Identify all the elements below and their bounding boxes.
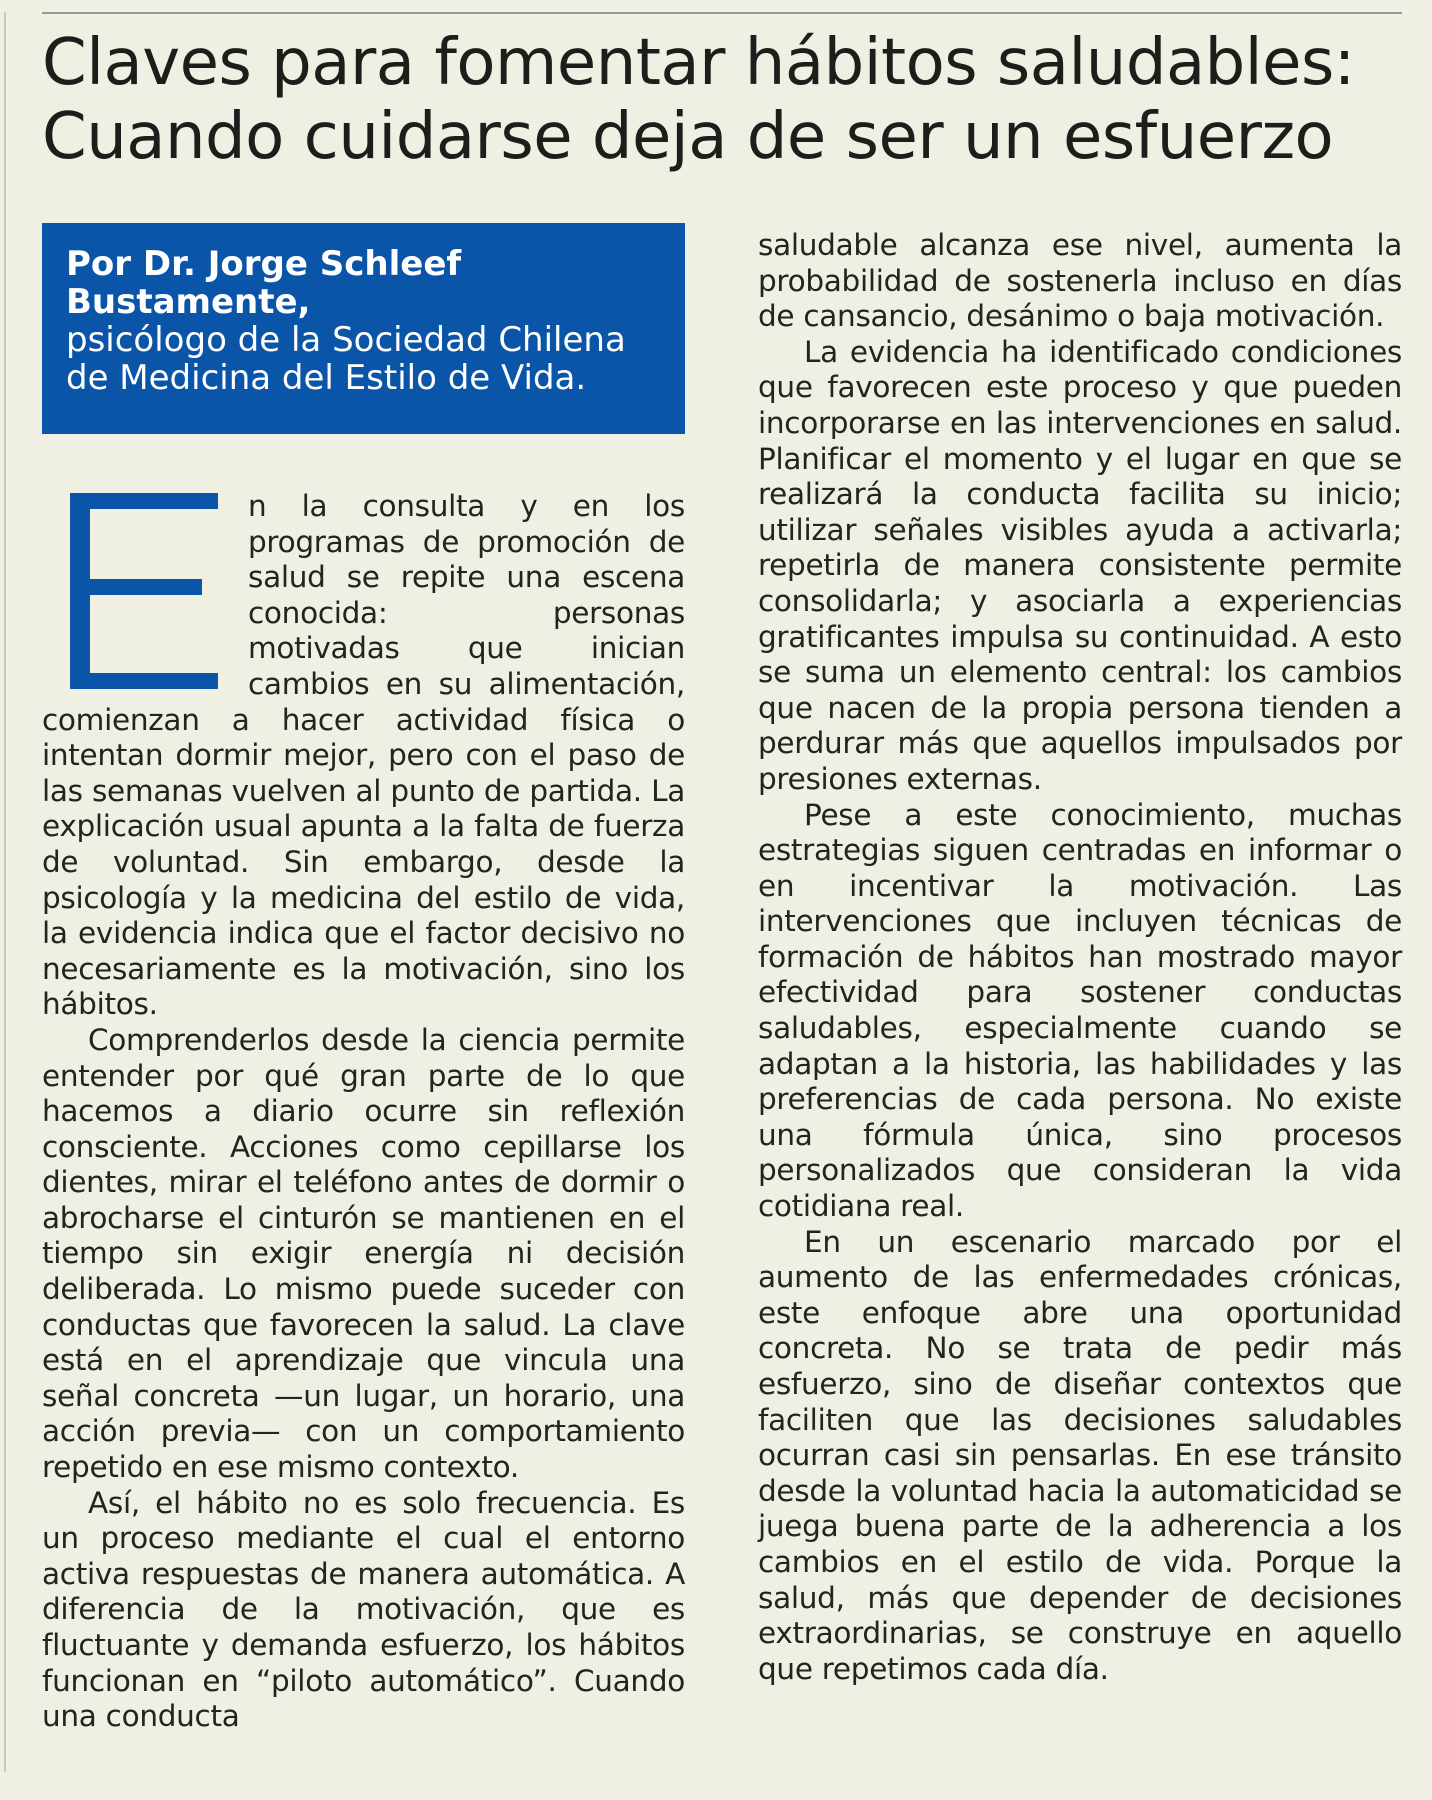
author-role-line-2: de Medicina del Estilo de Vida.	[66, 358, 587, 398]
article-column-right	[758, 228, 1402, 1687]
drop-cap	[70, 493, 230, 693]
paragraph-right-4: En un escenario marcado por el aumento de las enfermedades crónicas, este enfoque abre una oportunidad concreta. No se trata de pedir más esfuerzo, sino de diseñar contextos que faciliten que las decisiones saludables ocurran casi sin pensarlas. En ese tránsito desde la voluntad hacia la automaticidad se juega buena parte de la adherencia a los cambios en el estilo de vida. Porque la salud, más que depender de decisiones extraordinarias, se construye en aquello que repetimos cada día.	[758, 1224, 1402, 1686]
paragraph-left-2: Comprenderlos desde la ciencia permite entender por qué gran parte de lo que hacemos a diario ocurre sin reflexión consciente. Acciones como cepillarse los dientes, mirar el teléfono antes de dormir o abrocharse el cinturón se mantienen en el tiempo sin exigir energía ni decisión deliberada. Lo mismo puede suceder con conductas que favorecen la salud. La clave está en el aprendizaje que vincula una señal concreta —un lugar, un horario, una acción previa— con un comportamiento repetido en ese mismo contexto.	[42, 1022, 685, 1485]
headline-line-1: Claves para fomentar hábitos saludables:	[42, 26, 1355, 100]
paragraph-right-1: saludable alcanza ese nivel, aumenta la probabilidad de sostenerla incluso en días de cansancio, desánimo o baja motivación.	[758, 228, 1402, 334]
byline-box	[42, 223, 685, 434]
article-headline	[42, 26, 1412, 174]
drop-cap-e-glyph	[70, 493, 218, 691]
top-rule	[42, 12, 1402, 14]
author-role-line-1: psicólogo de la Sociedad Chilena	[66, 320, 626, 360]
left-edge-rule	[4, 12, 6, 1772]
author-name-line-1: Por Dr. Jorge Schleef	[66, 244, 462, 284]
author-name-line-2: Bustamente,	[66, 282, 311, 322]
paragraph-right-2: La evidencia ha identificado condiciones que favorecen este proceso y que pueden incorporarse en las intervenciones en salud. Planificar el momento y el lugar en que se realizará la conducta facilita su inicio; utilizar señales visibles ayuda a activarla; repetirla de manera consistente permite consolidarla; y asociarla a experiencias gratificantes impulsa su continuidad. A esto se suma un elemento central: los cambios que nacen de la propia persona tienden a perdurar más que aquellos impulsados por presiones externas.	[758, 334, 1402, 796]
paragraph-left-1: n la consulta y en los programas de promoción de salud se repite una escena conocida: personas motivadas que inician cambios en su alimentación, comienzan a hacer actividad física o intentan dormir mejor, pero con el paso de las semanas vuelven al punto de partida. La explicación usual apunta a la falta de fuerza de voluntad. Sin embargo, desde la psicología y la medicina del estilo de vida, la evidencia indica que el factor decisivo no necesariamente es la motivación, sino los hábitos.	[42, 489, 685, 1022]
paragraph-left-3: Así, el hábito no es solo frecuencia. Es un proceso mediante el cual el entorno activa respuestas de manera automática. A diferencia de la motivación, que es fluctuante y demanda esfuerzo, los hábitos funcionan en “piloto automático”. Cuando una conducta	[42, 1485, 685, 1734]
paragraph-right-3: Pese a este conocimiento, muchas estrategias siguen centradas en informar o en incentivar la motivación. Las intervenciones que incluyen técnicas de formación de hábitos han mostrado mayor efectividad para sostener conductas saludables, especialmente cuando se adaptan a la historia, las habilidades y las preferencias de cada persona. No existe una fórmula única, sino procesos personalizados que consideran la vida cotidiana real.	[758, 797, 1402, 1224]
article-column-left	[42, 489, 685, 1735]
headline-line-2: Cuando cuidarse deja de ser un esfuerzo	[42, 100, 1334, 174]
